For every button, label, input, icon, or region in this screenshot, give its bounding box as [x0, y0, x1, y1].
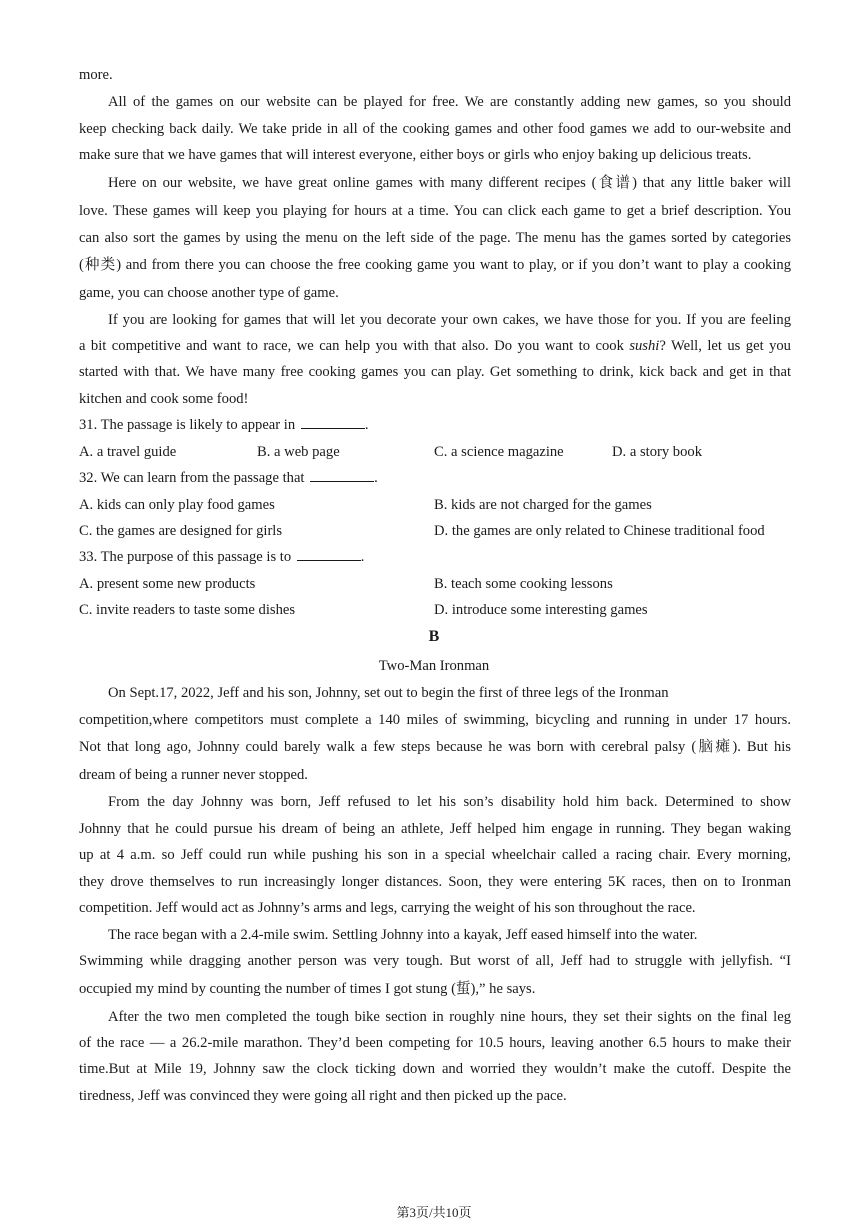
paragraph-line: they drove themselves to run increasingly longer distances. Soon, they were entering 5K races, then on to Ironman — [79, 874, 791, 890]
question-stem: 33. The purpose of this passage is to . — [79, 549, 365, 565]
passage-title: Two-Man Ironman — [378, 658, 490, 674]
paragraph-line: kitchen and cook some food! — [79, 391, 249, 407]
option-a: A. kids can only play food games — [79, 497, 275, 513]
paragraph-line: more. — [79, 67, 113, 83]
paragraph-line: After the two men completed the tough bike section in roughly nine hours, they set their sights on the final leg — [108, 1009, 791, 1025]
option-b: B. a web page — [257, 444, 340, 460]
paragraph-line: Johnny that he could pursue his dream of being an athlete, Jeff helped him engage in running. They began waking — [79, 821, 791, 837]
paragraph-line: The race began with a 2.4-mile swim. Settling Johnny into a kayak, Jeff eased himself into the water. — [108, 927, 698, 943]
paragraph-line: can also sort the games by using the menu on the left side of the page. The menu has the games sorted by categories — [79, 230, 791, 246]
option-b: B. teach some cooking lessons — [434, 576, 613, 592]
paragraph-line: of the race — a 26.2-mile marathon. They’d been competing for 10.5 hours, leaving another 6.5 hours to make their — [79, 1035, 791, 1051]
paragraph-line: make sure that we have games that will interest everyone, either boys or girls who enjoy baking up delicious treats. — [79, 147, 752, 163]
italic-word: sushi — [629, 338, 660, 354]
paragraph-line: competition. Jeff would act as Johnny’s arms and legs, carrying the weight of his son throughout the race. — [79, 900, 696, 916]
page-number-footer: 第3页/共10页 — [396, 1205, 472, 1220]
option-a: A. present some new products — [79, 576, 256, 592]
paragraph-line — [79, 337, 791, 355]
question-stem: 32. We can learn from the passage that . — [79, 470, 378, 486]
option-c: C. the games are designed for girls — [79, 523, 283, 539]
option-d: D. introduce some interesting games — [434, 602, 648, 618]
paragraph-line: On Sept.17, 2022, Jeff and his son, Johnny, set out to begin the first of three legs of the Ironman — [108, 685, 669, 701]
paragraph-line: tiredness, Jeff was convinced they were going all right and then picked up the pace. — [79, 1088, 567, 1104]
answer-blank — [301, 416, 365, 429]
section-letter: B — [428, 628, 440, 645]
option-c: C. a science magazine — [434, 444, 564, 460]
paragraph-line: love. These games will keep you playing for hours at a time. You can click each game to get a brief description. You — [79, 203, 791, 219]
paragraph-line: dream of being a runner never stopped. — [79, 767, 308, 783]
text-run: ? Well, let us get you — [659, 338, 791, 354]
paragraph-line: From the day Johnny was born, Jeff refused to let his son’s disability hold him back. Determined to show — [108, 794, 791, 810]
paragraph-line: time.But at Mile 19, Johnny saw the clock ticking down and worried they wouldn’t make the cutoff. Despite the — [79, 1061, 791, 1077]
paragraph-line: competition,where competitors must complete a 140 miles of swimming, bicycling and running in under 17 hours. — [79, 712, 791, 728]
paragraph-line: started with that. We have many free cooking games you can play. Get something to drink, kick back and get in that — [79, 364, 791, 380]
option-d: D. the games are only related to Chinese traditional food — [434, 523, 765, 539]
option-d: D. a story book — [612, 444, 702, 460]
answer-blank — [310, 469, 374, 482]
paragraph-line: occupied my mind by counting the number of times I got stung (蜇),” he says. — [79, 981, 536, 997]
question-stem: 31. The passage is likely to appear in . — [79, 417, 369, 433]
paragraph-line: up at 4 a.m. so Jeff could run while pushing his son in a special wheelchair called a racing chair. Every morning, — [79, 847, 791, 863]
paragraph-line: game, you can choose another type of game. — [79, 285, 339, 301]
option-b: B. kids are not charged for the games — [434, 497, 652, 513]
answer-blank — [297, 548, 361, 561]
paragraph-line: (种类) and from there you can choose the free cooking game you want to play, or if you don’t want to play a cooking — [79, 257, 791, 273]
paragraph-line: Swimming while dragging another person was very tough. But worst of all, Jeff had to struggle with jellyfish. “I — [79, 953, 791, 969]
paragraph-line: All of the games on our website can be played for free. We are constantly adding new games, so you should — [108, 94, 791, 110]
paragraph-line: keep checking back daily. We take pride in all of the cooking games and other food games we add to our-website and — [79, 121, 791, 137]
paragraph-line: If you are looking for games that will let you decorate your own cakes, we have those for you. If you are feeling — [108, 312, 791, 328]
option-c: C. invite readers to taste some dishes — [79, 602, 296, 618]
option-a: A. a travel guide — [79, 444, 177, 460]
paragraph-line: Not that long ago, Johnny could barely walk a few steps because he was born with cerebral palsy (脑瘫). But his — [79, 739, 791, 755]
paragraph-line: Here on our website, we have great online games with many different recipes (食谱) that any little baker will — [108, 175, 791, 191]
text-run: a bit competitive and want to race, we can help you with that also. Do you want to cook — [79, 338, 630, 354]
